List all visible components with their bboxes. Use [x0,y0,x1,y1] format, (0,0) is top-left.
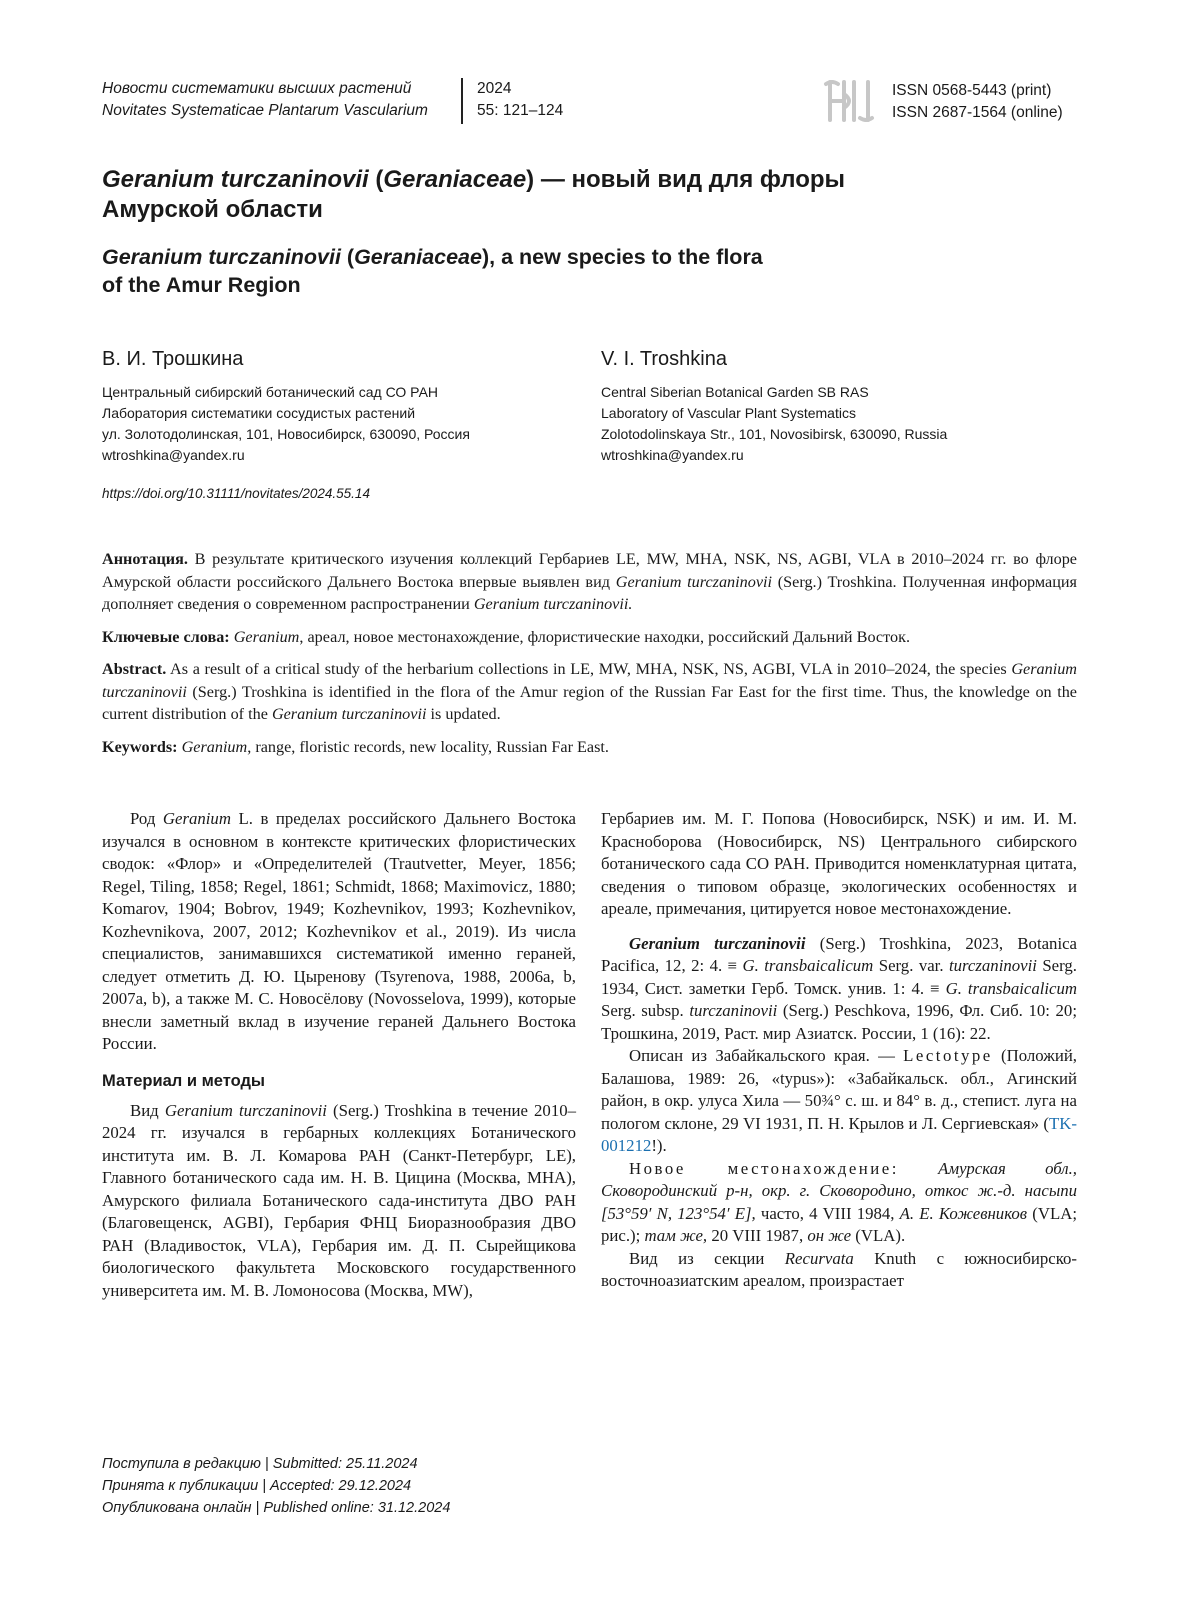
abstract-en-text-1: As a result of a critical study of the herbarium collections in LE, MW, MHA, NSK, NS, AGBI, VLA in 2010–2024, the species [166,660,1012,678]
author-name-ru: В. И. Трошкина [102,348,244,370]
keywords-ru [102,626,1077,649]
abstract-en-text-3: is updated. [426,705,501,723]
lectotype-label: Lectotype [903,1046,993,1065]
paragraph-section [601,1248,1077,1293]
author-email-en[interactable]: wtroshkina@yandex.ru [601,447,744,463]
abstract-ru-text-1: В результате критического изучения коллекций Гербариев LE, MW, MHA, NSK, NS, AGBI, VLA в 2010–2024 гг. во флоре Амурской области российского Дальнего Востока впервые выявлен вид [102,550,1077,591]
issue-info [477,78,563,122]
body-column-right [601,808,1077,1293]
keywords-ru-genus: Geranium [233,627,300,646]
keywords-en-label: Keywords: [102,737,178,756]
title-ru-rest-1: — новый вид для флоры [534,166,846,193]
affiliation-ru-line-3: ул. Золотодолинская, 101, Новосибирск, 630090, Россия [102,426,470,442]
locality-ibid: там же, [644,1226,708,1245]
intro-text-a: Род [130,809,163,828]
keywords-ru-text: , ареал, новое местонахождение, флористические находки, российский Дальний Восток. [299,627,910,646]
abstract-ru-species-2: Geranium turczaninovii. [473,595,633,613]
submitted-date: Поступила в редакцию | Submitted: 25.11.2024 [102,1456,418,1472]
methods-text-b: (Serg.) Troshkina в течение 2010–2024 гг. изучался в гербарных коллекциях Ботанического института им. В. Л. Комарова РАН (Санкт-Петербург, LE), Главного ботанического сада им. Н. В. Цицина (Москва, MHA), Амурского филиала Ботанического сада-института ДВО РАН (Благовещенск, AGBI), Гербария ФНЦ Биоразнообразия ДВО РАН (Владивосток, VLA), Гербария им. Д. П. Сырейщикова биологического факультета Московского государственного университета им. М. В. Ломоносова (Москва, MW), [102,1100,576,1300]
journal-logo-icon [822,76,876,126]
type-text-c: !). [651,1136,667,1155]
author-name-en: V. I. Troshkina [601,348,727,370]
paragraph-methods-cont: Гербариев им. М. Г. Попова (Новосибирск, NSK) и им. И. М. Красноборова (Новосибирск, NS) Центрального сибирского ботанического сада СО РАН. Приводится номенклатурная цитата, сведения о типовом образце, экологических особенностях и ареале, примечания, цитируется новое местонахождение. [601,809,1077,918]
paragraph-type [601,1045,1077,1158]
issue-year: 2024 [477,80,512,97]
issn-online: ISSN 2687-1564 (online) [892,104,1063,121]
article-title-ru: Geranium turczaninovii (Geraniaceae) — новый вид для флоры Амурской области [102,166,846,223]
nomenclature-text-a: (Serg.) Troshkina, 2023, Botanica Pacifica, 12, 2: 4. ≡ [601,933,1078,975]
intro-genus: Geranium [162,809,231,828]
abstract-en-label: Abstract. [102,660,167,678]
abstract-en-species-2: Geranium turczaninovii [271,705,427,723]
abstract-en-species-1: Geranium turczaninovii [102,660,1077,701]
abstract-en-text-2: (Serg.) Troshkina is identified in the flora of the Amur region of the Russian Far East for the first time. Thus, the knowledge on the current distribution of the [102,682,1077,723]
title-ru-species: Geranium turczaninovii [102,166,369,193]
header-divider [461,78,463,124]
abstract-ru-species-1: Geranium turczaninovii [615,572,772,591]
paragraph-new-locality [601,1158,1077,1248]
affiliation-en [601,382,1061,466]
locality-text-b: (VLA; рис.); [601,1203,1078,1245]
body-column-left [102,808,576,1302]
new-locality-label: Новое местонахождение: [629,1158,899,1178]
keywords-en-text: , range, floristic records, new locality, Russian Far East. [247,737,609,756]
journal-name-ru: Новости систематики высших растений [102,80,412,97]
paragraph-gap [601,921,1077,933]
affiliation-en-line-1: Central Siberian Botanical Garden SB RAS [601,384,869,400]
title-en-family: Geraniaceae [354,245,482,269]
affiliation-ru-line-1: Центральный сибирский ботанический сад СО РАН [102,384,439,400]
locality-text-c: 20 VIII 1987, [707,1226,808,1245]
doi-link[interactable]: https://doi.org/10.31111/novitates/2024.55.14 [102,486,370,501]
affiliation-en-line-3: Zolotodolinskaya Str., 101, Novosibirsk, 630090, Russia [601,426,948,442]
nomenclature-text-e: (Serg.) Peschkova, 1996, Фл. Сиб. 10: 20; Трошкина, 2019, Раст. мир Азиатск. России, 1 (16): 22. [601,1001,1077,1043]
locality-text-a: часто, 4 VIII 1984, [755,1203,900,1223]
title-en-rest-1: , a new species to the flora [489,245,763,269]
methods-text-a: Вид [130,1100,165,1120]
abstract-en [102,658,1077,726]
affiliation-en-line-2: Laboratory of Vascular Plant Systematics [601,405,856,421]
abstract-ru-text-2: (Serg.) Troshkina. Полученная информация дополняет сведения о современном распространении [102,572,1077,613]
affiliation-ru-line-2: Лаборатория систематики сосудистых растений [102,405,416,421]
nomenclature-subsp: turczaninovii [689,1001,778,1020]
section-text-a: Вид из секции [629,1248,785,1268]
paragraph-nomenclature [601,933,1077,1046]
nomenclature-text-c: Serg. 1934, Сист. заметки Герб. Томск. унив. 1: 4. ≡ [601,956,1077,998]
keywords-ru-label: Ключевые слова: [102,627,230,646]
author-block-ru [102,346,562,466]
specimen-link[interactable]: TK-001212 [601,1113,1077,1155]
accepted-date: Принята к публикации | Accepted: 29.12.2024 [102,1478,412,1494]
title-en-rest-2: of the Amur Region [102,273,301,297]
intro-text-b: L. в пределах российского Дальнего Востока изучался в основном в контексте критических флористических сводок: «Флор» и «Определителей (Trautvetter, Meyer, 1856; Regel, Tiling, 1858; Regel, 1861; Schmidt, 1868; Maximovicz, 1880; Komarov, 1904; Bobrov, 1949; Kozhevnikov, 1993; Kozhevnikov, Kozhevnikova, 2007, 2012; Kozhevnikov et al., 2019). Из числа специалистов, занимавшихся систематикой именно гераней, следует отметить Д. Ю. Цыренову (Tsyrenova, 1988, 2006a, b, 2007a, b), а также М. С. Новосёлову (Novosselova, 1999), которые внесли заметный вклад в изучение гераней Дальнего Востока России. [102,809,576,1053]
issn-block [892,80,1063,124]
keywords-en-genus: Geranium [181,737,248,756]
title-ru-family: Geraniaceae [383,166,527,193]
paragraph-methods [102,1100,576,1303]
nomenclature-syn-1: G. transbaicalicum [742,956,874,975]
journal-name [102,78,428,122]
locality-text-d: (VLA). [851,1226,906,1245]
affiliation-ru [102,382,562,466]
type-text-b: (Положий, Балашова, 1989: 26, «typus»): «Забайкальск. обл., Агинский район, в окр. улуса Хила — 50¾° с. ш. и 84° в. д., степист. луга на пологом склоне, 29 VI 1931, П. Н. Крылов и Л. Сергиевская» ( [601,1046,1077,1133]
section-heading-methods: Материал и методы [102,1071,266,1090]
paragraph-intro [102,808,576,1056]
nomenclature-text-d: Serg. subsp. [601,1001,690,1020]
section-name: Recurvata [784,1248,854,1268]
abstract-ru [102,548,1077,616]
section-text-b: Knuth с южносибирско-восточноазиатским ареалом, произрастает [601,1248,1078,1290]
abstract-ru-label: Аннотация. [102,550,188,568]
author-email-ru[interactable]: wtroshkina@yandex.ru [102,447,245,463]
journal-name-la: Novitates Systematicae Plantarum Vascularium [102,102,428,119]
nomenclature-species: Geranium turczaninovii [629,933,806,953]
nomenclature-syn-2: G. transbaicalicum [945,978,1077,998]
nomenclature-text-b: Serg. var. [873,956,949,975]
title-en-species: Geranium turczaninovii [102,245,341,269]
nomenclature-var: turczaninovii [948,956,1037,975]
keywords-en [102,736,1077,759]
author-block-en [601,346,1061,466]
submission-dates [102,1453,450,1519]
locality-place: Амурская обл., Сковородинский р-н, окр. г. Сковородино, откос ж.-д. насыпи [53°59′ N, 123°54′ E], [601,1158,1077,1223]
journal-header [102,78,1082,128]
methods-species: Geranium turczaninovii [164,1100,327,1120]
title-ru-rest-2: Амурской области [102,196,323,223]
locality-collector: А. Е. Кожевников [899,1203,1028,1223]
type-text-a: Описан из Забайкальского края. — [629,1046,904,1065]
article-title-en: Geranium turczaninovii (Geraniaceae), a new species to the flora of the Amur Region [102,245,763,297]
published-date: Опубликована онлайн | Published online: 31.12.2024 [102,1500,451,1516]
locality-same-collector: он же [807,1226,852,1245]
issue-pages: 55: 121–124 [477,102,564,119]
abstracts-section [102,548,1077,768]
issn-print: ISSN 0568-5443 (print) [892,82,1052,99]
